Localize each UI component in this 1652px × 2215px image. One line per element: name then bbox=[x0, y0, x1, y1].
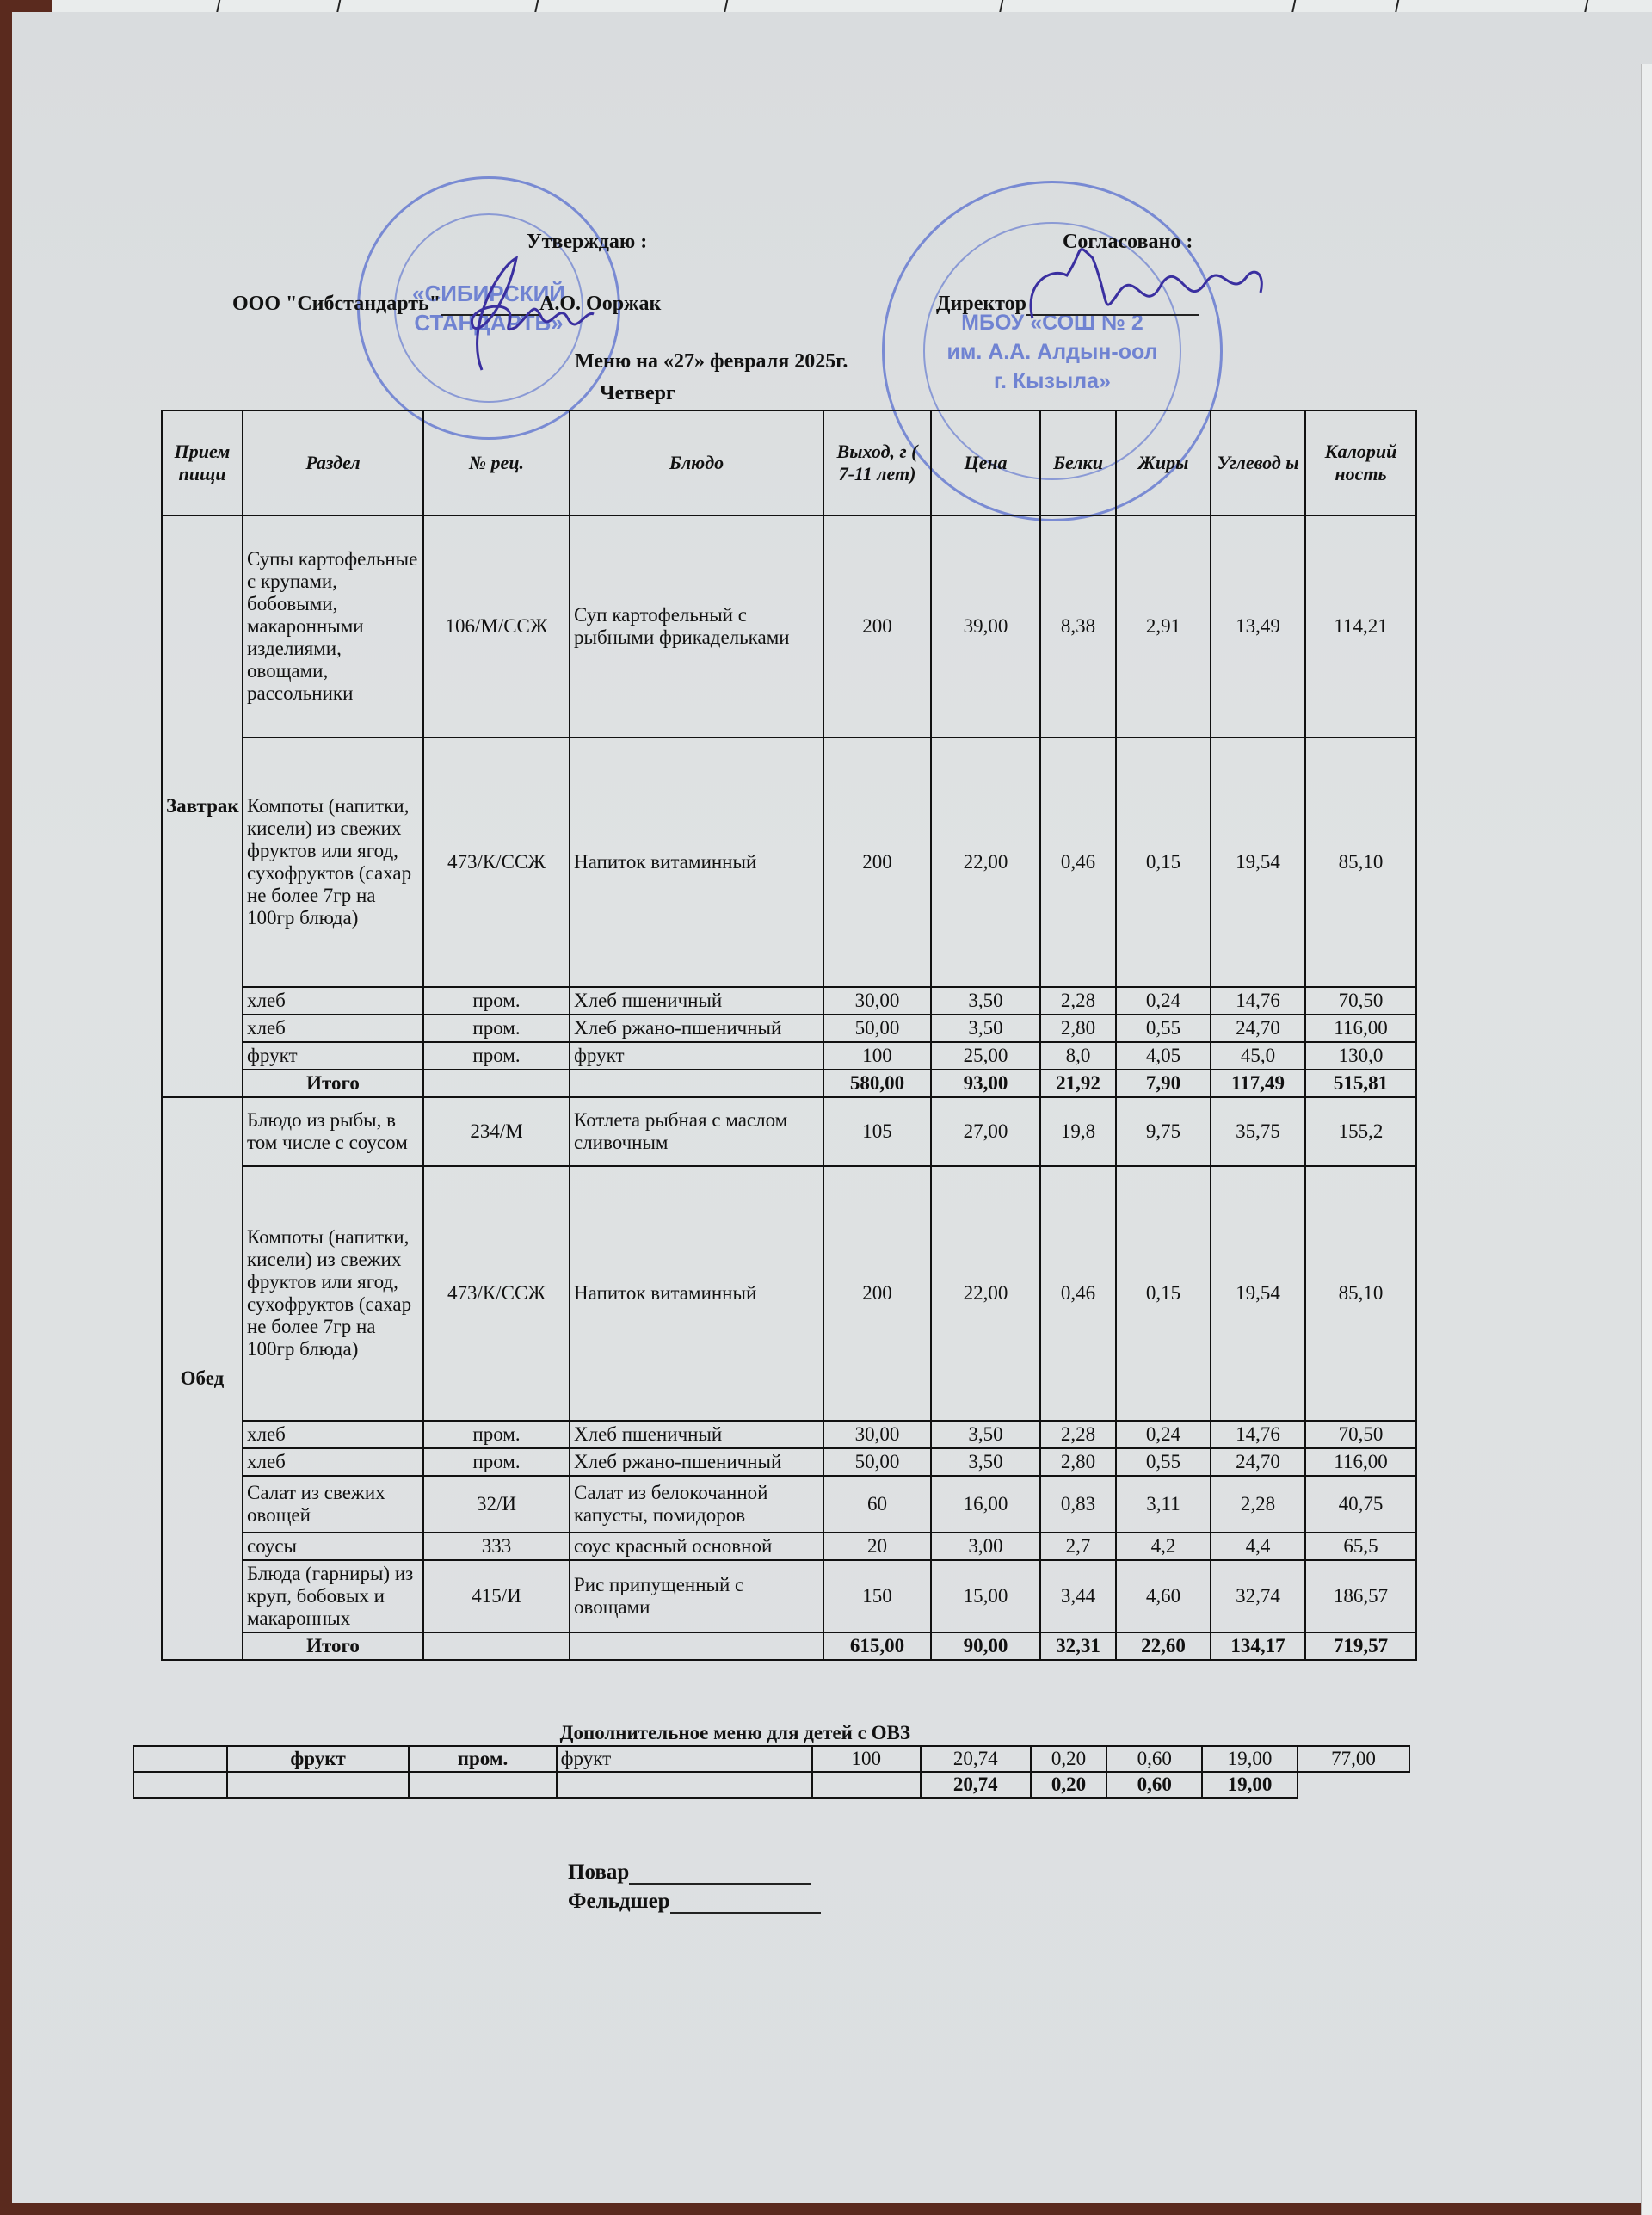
price-cell: 3,50 bbox=[931, 987, 1040, 1015]
yield-cell: 200 bbox=[823, 1166, 931, 1421]
price-cell: 27,00 bbox=[931, 1097, 1040, 1166]
dish-cell bbox=[570, 1070, 823, 1097]
protein-cell: 0,46 bbox=[1040, 1166, 1116, 1421]
yield-cell: 30,00 bbox=[823, 987, 931, 1015]
calories-cell: 40,75 bbox=[1305, 1476, 1416, 1533]
protein-total: 0,20 bbox=[1031, 1772, 1107, 1798]
dish-cell: Котлета рыбная с маслом сливочным bbox=[570, 1097, 823, 1166]
total-row bbox=[133, 1772, 1409, 1798]
fat-cell: 0,55 bbox=[1116, 1015, 1211, 1042]
medic-signature-field bbox=[568, 1890, 821, 1914]
dish-cell bbox=[570, 1632, 823, 1660]
price-total: 90,00 bbox=[931, 1632, 1040, 1660]
calories-cell: 186,57 bbox=[1305, 1560, 1416, 1632]
fat-cell: 4,05 bbox=[1116, 1042, 1211, 1070]
signature-line bbox=[670, 1912, 821, 1914]
price-cell: 3,00 bbox=[931, 1533, 1040, 1560]
table-row bbox=[162, 1042, 1416, 1070]
carbs-cell: 14,76 bbox=[1211, 987, 1305, 1015]
table-row bbox=[162, 1097, 1416, 1166]
recipe-cell: 234/М bbox=[423, 1097, 570, 1166]
table-row bbox=[162, 737, 1416, 987]
yield-cell: 100 bbox=[812, 1746, 921, 1772]
yield-total: 615,00 bbox=[823, 1632, 931, 1660]
column-header: Жиры bbox=[1116, 410, 1211, 515]
section-cell: Блюдо из рыбы, в том числе с соусом bbox=[243, 1097, 423, 1166]
fat-cell: 2,91 bbox=[1116, 515, 1211, 737]
section-cell: хлеб bbox=[243, 1015, 423, 1042]
table-row bbox=[162, 1560, 1416, 1632]
price-cell: 3,50 bbox=[931, 1015, 1040, 1042]
day-of-week: Четверг bbox=[600, 382, 675, 404]
extra-menu-header bbox=[133, 1721, 1409, 1746]
section-cell: Компоты (напитки, кисели) из свежих фруктов или ягод, сухофруктов (сахар не более 7гр на 100гр блюда) bbox=[243, 737, 423, 987]
meal-cell bbox=[133, 1772, 227, 1798]
section-cell: Салат из свежих овощей bbox=[243, 1476, 423, 1533]
menu-table bbox=[161, 410, 1417, 1661]
recipe-cell: 473/К/ССЖ bbox=[423, 1166, 570, 1421]
table-row bbox=[162, 1421, 1416, 1448]
protein-cell: 2,28 bbox=[1040, 987, 1116, 1015]
price-cell: 22,00 bbox=[931, 1166, 1040, 1421]
table-row bbox=[162, 1533, 1416, 1560]
carbs-cell: 14,76 bbox=[1211, 1421, 1305, 1448]
dish-cell: Напиток витаминный bbox=[570, 1166, 823, 1421]
recipe-cell: 415/И bbox=[423, 1560, 570, 1632]
medic-label: Фельдшер bbox=[568, 1890, 670, 1913]
section-cell: Супы картофельные с крупами, бобовыми, макаронными изделиями, овощами, рассольники bbox=[243, 515, 423, 737]
recipe-cell: пром. bbox=[423, 1015, 570, 1042]
director-label: Директор bbox=[936, 293, 1026, 315]
protein-cell: 8,38 bbox=[1040, 515, 1116, 737]
price-total: 93,00 bbox=[931, 1070, 1040, 1097]
column-header: Белки bbox=[1040, 410, 1116, 515]
price-cell: 3,50 bbox=[931, 1421, 1040, 1448]
extra-menu-table bbox=[133, 1721, 1410, 1799]
yield-cell: 200 bbox=[823, 737, 931, 987]
protein-cell: 0,46 bbox=[1040, 737, 1116, 987]
price-cell: 16,00 bbox=[931, 1476, 1040, 1533]
price-cell: 20,74 bbox=[921, 1746, 1031, 1772]
fat-cell: 4,60 bbox=[1116, 1560, 1211, 1632]
protein-cell: 2,28 bbox=[1040, 1421, 1116, 1448]
total-label: Итого bbox=[243, 1070, 423, 1097]
price-cell: 3,50 bbox=[931, 1448, 1040, 1476]
fat-total: 0,60 bbox=[1106, 1772, 1202, 1798]
price-cell: 25,00 bbox=[931, 1042, 1040, 1070]
yield-cell: 50,00 bbox=[823, 1448, 931, 1476]
yield-total: 580,00 bbox=[823, 1070, 931, 1097]
protein-cell: 2,7 bbox=[1040, 1533, 1116, 1560]
yield-cell: 200 bbox=[823, 515, 931, 737]
dish-cell: Хлеб ржано-пшеничный bbox=[570, 1015, 823, 1042]
protein-cell: 19,8 bbox=[1040, 1097, 1116, 1166]
table-row bbox=[162, 1166, 1416, 1421]
carbs-cell: 19,54 bbox=[1211, 737, 1305, 987]
protein-cell: 0,20 bbox=[1031, 1746, 1107, 1772]
carbs-cell: 32,74 bbox=[1211, 1560, 1305, 1632]
column-header: Выход, г ( 7-11 лет) bbox=[823, 410, 931, 515]
company-name bbox=[232, 293, 661, 316]
meal-label-breakfast: Завтрак bbox=[162, 515, 243, 1097]
price-total: 20,74 bbox=[921, 1772, 1031, 1798]
fat-cell: 0,24 bbox=[1116, 1421, 1211, 1448]
section-cell: Блюда (гарниры) из круп, бобовых и макаронных bbox=[243, 1560, 423, 1632]
dish-cell: фрукт bbox=[557, 1746, 812, 1772]
stamp-text-2: им. А.А. Алдын-оол bbox=[946, 340, 1158, 364]
calories-cell: 85,10 bbox=[1305, 737, 1416, 987]
calories-cell: 130,0 bbox=[1305, 1042, 1416, 1070]
dish-cell: Рис припущенный с овощами bbox=[570, 1560, 823, 1632]
section-cell: фрукт bbox=[227, 1746, 410, 1772]
recipe-cell: 32/И bbox=[423, 1476, 570, 1533]
calories-cell: 77,00 bbox=[1298, 1746, 1409, 1772]
fat-cell: 9,75 bbox=[1116, 1097, 1211, 1166]
calories-cell: 116,00 bbox=[1305, 1448, 1416, 1476]
page-edge bbox=[1641, 64, 1652, 2215]
stamp-text-1: МБОУ «СОШ № 2 bbox=[961, 311, 1143, 335]
calories-cell: 70,50 bbox=[1305, 1421, 1416, 1448]
table-row bbox=[162, 987, 1416, 1015]
dish-cell: Хлеб ржано-пшеничный bbox=[570, 1448, 823, 1476]
meal-cell bbox=[133, 1746, 227, 1772]
recipe-cell bbox=[423, 1070, 570, 1097]
fat-cell: 4,2 bbox=[1116, 1533, 1211, 1560]
dish-cell: Суп картофельный с рыбными фрикадельками bbox=[570, 515, 823, 737]
carbs-cell: 4,4 bbox=[1211, 1533, 1305, 1560]
fat-cell: 0,60 bbox=[1106, 1746, 1202, 1772]
section-cell: хлеб bbox=[243, 987, 423, 1015]
recipe-cell: пром. bbox=[423, 987, 570, 1015]
carbs-cell: 24,70 bbox=[1211, 1448, 1305, 1476]
dish-cell: Салат из белокочанной капусты, помидоров bbox=[570, 1476, 823, 1533]
signature-line bbox=[441, 314, 539, 316]
carbs-cell: 13,49 bbox=[1211, 515, 1305, 737]
total-label: Итого bbox=[243, 1632, 423, 1660]
carbs-cell: 2,28 bbox=[1211, 1476, 1305, 1533]
table-row bbox=[162, 1015, 1416, 1042]
carbs-total: 117,49 bbox=[1211, 1070, 1305, 1097]
total-row bbox=[162, 1632, 1416, 1660]
extra-menu-title: Дополнительное меню для детей с ОВЗ bbox=[559, 1722, 910, 1743]
section-cell: фрукт bbox=[243, 1042, 423, 1070]
protein-cell: 8,0 bbox=[1040, 1042, 1116, 1070]
recipe-cell: пром. bbox=[423, 1421, 570, 1448]
recipe-cell bbox=[423, 1632, 570, 1660]
calories-total: 515,81 bbox=[1305, 1070, 1416, 1097]
dish-cell: Хлеб пшеничный bbox=[570, 987, 823, 1015]
table-row bbox=[162, 1448, 1416, 1476]
recipe-cell bbox=[409, 1772, 556, 1798]
recipe-cell: пром. bbox=[409, 1746, 556, 1772]
yield-cell bbox=[812, 1772, 921, 1798]
dish-cell: Напиток витаминный bbox=[570, 737, 823, 987]
stamp-text-3: г. Кызыла» bbox=[994, 369, 1111, 393]
fat-cell: 0,15 bbox=[1116, 1166, 1211, 1421]
protein-cell: 2,80 bbox=[1040, 1015, 1116, 1042]
table-header-row bbox=[162, 410, 1416, 515]
table-row bbox=[162, 1476, 1416, 1533]
section-cell bbox=[227, 1772, 410, 1798]
fat-total: 22,60 bbox=[1116, 1632, 1211, 1660]
calories-cell: 114,21 bbox=[1305, 515, 1416, 737]
carbs-total: 134,17 bbox=[1211, 1632, 1305, 1660]
protein-total: 21,92 bbox=[1040, 1070, 1116, 1097]
dish-cell: Хлеб пшеничный bbox=[570, 1421, 823, 1448]
approve-label: Утверждаю : bbox=[527, 231, 648, 253]
table-row bbox=[162, 515, 1416, 737]
calories-cell: 85,10 bbox=[1305, 1166, 1416, 1421]
fat-cell: 0,55 bbox=[1116, 1448, 1211, 1476]
yield-cell: 50,00 bbox=[823, 1015, 931, 1042]
protein-total: 32,31 bbox=[1040, 1632, 1116, 1660]
calories-cell: 70,50 bbox=[1305, 987, 1416, 1015]
yield-cell: 30,00 bbox=[823, 1421, 931, 1448]
recipe-cell: пром. bbox=[423, 1042, 570, 1070]
fat-total: 7,90 bbox=[1116, 1070, 1211, 1097]
carbs-cell: 19,54 bbox=[1211, 1166, 1305, 1421]
company-label: ООО "Сибстандарть" bbox=[232, 293, 441, 315]
signature-line bbox=[629, 1883, 811, 1885]
yield-cell: 20 bbox=[823, 1533, 931, 1560]
approver-name: А.О. Ооржак bbox=[539, 293, 662, 315]
column-header: Раздел bbox=[243, 410, 423, 515]
section-cell: хлеб bbox=[243, 1421, 423, 1448]
yield-cell: 60 bbox=[823, 1476, 931, 1533]
section-cell: соусы bbox=[243, 1533, 423, 1560]
dish-cell: фрукт bbox=[570, 1042, 823, 1070]
recipe-cell: 333 bbox=[423, 1533, 570, 1560]
signature-line bbox=[1026, 314, 1199, 316]
stamp-text-2: СТАНДАРТЬ» bbox=[414, 310, 564, 336]
recipe-cell: пром. bbox=[423, 1448, 570, 1476]
column-header: Углевод ы bbox=[1211, 410, 1305, 515]
column-header: Прием пищи bbox=[162, 410, 243, 515]
section-cell: хлеб bbox=[243, 1448, 423, 1476]
price-cell: 22,00 bbox=[931, 737, 1040, 987]
dish-cell: соус красный основной bbox=[570, 1533, 823, 1560]
carbs-cell: 45,0 bbox=[1211, 1042, 1305, 1070]
dish-cell bbox=[557, 1772, 812, 1798]
fat-cell: 0,24 bbox=[1116, 987, 1211, 1015]
meal-label-lunch: Обед bbox=[162, 1097, 243, 1660]
yield-cell: 150 bbox=[823, 1560, 931, 1632]
carbs-cell: 35,75 bbox=[1211, 1097, 1305, 1166]
column-header: Калорий ность bbox=[1305, 410, 1416, 515]
table-row bbox=[133, 1746, 1409, 1772]
menu-title: Меню на «27» февраля 2025г. bbox=[575, 350, 848, 373]
calories-cell: 65,5 bbox=[1305, 1533, 1416, 1560]
recipe-cell: 106/М/ССЖ bbox=[423, 515, 570, 737]
price-cell: 39,00 bbox=[931, 515, 1040, 737]
column-header: Цена bbox=[931, 410, 1040, 515]
calories-cell: 155,2 bbox=[1305, 1097, 1416, 1166]
recipe-cell: 473/К/ССЖ bbox=[423, 737, 570, 987]
carbs-total: 19,00 bbox=[1202, 1772, 1298, 1798]
carbs-cell: 24,70 bbox=[1211, 1015, 1305, 1042]
protein-cell: 2,80 bbox=[1040, 1448, 1116, 1476]
protein-cell: 0,83 bbox=[1040, 1476, 1116, 1533]
fat-cell: 0,15 bbox=[1116, 737, 1211, 987]
cook-label: Повар bbox=[568, 1860, 630, 1884]
fat-cell: 3,11 bbox=[1116, 1476, 1211, 1533]
total-row bbox=[162, 1070, 1416, 1097]
protein-cell: 3,44 bbox=[1040, 1560, 1116, 1632]
agreed-label: Согласовано : bbox=[1063, 231, 1193, 253]
calories-total: 719,57 bbox=[1305, 1632, 1416, 1660]
director-field bbox=[936, 293, 1199, 316]
yield-cell: 105 bbox=[823, 1097, 931, 1166]
calories-cell: 116,00 bbox=[1305, 1015, 1416, 1042]
column-header: № рец. bbox=[423, 410, 570, 515]
price-cell: 15,00 bbox=[931, 1560, 1040, 1632]
column-header: Блюдо bbox=[570, 410, 823, 515]
section-cell: Компоты (напитки, кисели) из свежих фруктов или ягод, сухофруктов (сахар не более 7гр на 100гр блюда) bbox=[243, 1166, 423, 1421]
carbs-cell: 19,00 bbox=[1202, 1746, 1298, 1772]
cook-signature-field bbox=[568, 1860, 811, 1885]
stamp-text-1: «СИБИРСКИЙ bbox=[411, 281, 565, 306]
yield-cell: 100 bbox=[823, 1042, 931, 1070]
